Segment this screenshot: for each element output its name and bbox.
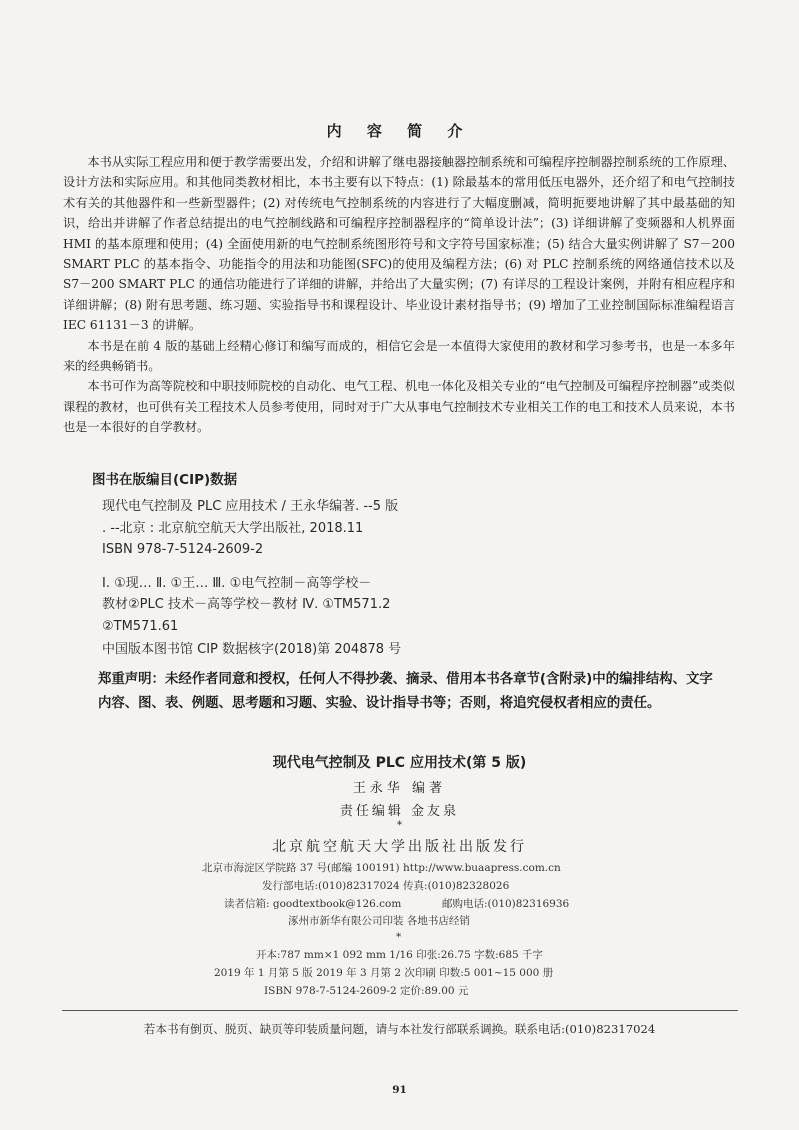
colophon-specs: 开本:787 mm×1 092 mm 1/16 印张:26.75 字数:685 千字 bbox=[256, 949, 544, 961]
page-number: 91 bbox=[392, 1084, 407, 1096]
summary-paragraph: 本书是在前 4 版的基础上经精心修订和编写而成的，相信它会是一本值得大家使用的教材和学习参考书，也是一本多年来的经典畅销书。 bbox=[63, 338, 735, 374]
colophon-book-title: 现代电气控制及 PLC 应用技术(第 5 版) bbox=[272, 755, 527, 771]
content-summary bbox=[63, 152, 735, 438]
colophon-reader-email: 读者信箱: goodtextbook@126.com bbox=[224, 898, 402, 910]
page-title: 内 容 简 介 bbox=[326, 122, 473, 140]
colophon-mail-phone: 邮购电话:(010)82316936 bbox=[442, 898, 570, 910]
colophon-phones: 发行部电话:(010)82317024 传真:(010)82328026 bbox=[262, 880, 510, 892]
cip-data-number: 中国版本图书馆 CIP 数据核字(2018)第 204878 号 bbox=[102, 642, 402, 657]
colophon-author: 王永华 编著 bbox=[352, 781, 447, 796]
cip-line: Ⅰ. ①现… Ⅱ. ①王… Ⅲ. ①电气控制－高等学校－ bbox=[102, 575, 372, 591]
cip-isbn: ISBN 978-7-5124-2609-2 bbox=[102, 542, 264, 557]
colophon-edition: 2019 年 1 月第 5 版 2019 年 3 月第 2 次印刷 印数:5 001~15 000 册 bbox=[214, 967, 554, 979]
colophon-address: 北京市海淀区学院路 37 号(邮编 100191) http://www.buaapress.com.cn bbox=[202, 862, 561, 874]
footer-note: 若本书有倒页、脱页、缺页等印装质量问题，请与本社发行部联系调换。联系电话:(010)82317024 bbox=[143, 1022, 656, 1036]
cip-line: ②TM571.61 bbox=[102, 618, 179, 634]
cip-heading: 图书在版编目(CIP)数据 bbox=[92, 472, 238, 488]
colophon-isbn-price: ISBN 978-7-5124-2609-2 定价:89.00 元 bbox=[264, 985, 469, 997]
colophon-separator: * bbox=[396, 931, 402, 943]
colophon-publisher: 北京航空航天大学出版社出版发行 bbox=[272, 839, 527, 855]
divider bbox=[62, 1010, 738, 1011]
colophon-editor: 责任编辑 金友泉 bbox=[339, 804, 460, 819]
summary-paragraph: 本书可作为高等院校和中职技师院校的自动化、电气工程、机电一体化及相关专业的“电气控制及可编程序控制器”或类似课程的教材，也可供有关工程技术人员参考使用，同时对于广大从事电气控制技术专业相关工作的电工和技术人员来说，本书也是一本很好的自学教材。 bbox=[63, 379, 735, 435]
summary-paragraph: 本书从实际工程应用和便于教学需要出发，介绍和讲解了继电器接触器控制系统和可编程序控制器控制系统的工作原理、设计方法和实际应用。和其他同类教材相比，本书主要有以下特点：(1) 除最基本的常用低压电器外，还介绍了和电气控制技术有关的其他器件和一些新型器件；(2) 对传统电气控制系统的内容进行了大幅度删减，简明扼要地讲解了其中最基础的知识，给出并讲解了作者总结提出的电气控制线路和可编程序控制器程序的“简单设计法”；(3) 详细讲解了变频器和人机界面 HMI 的基本原理和使用；(4) 全面使用新的电气控制系统图形符号和文字符号国家标准；(5) 结合大量实例讲解了 S7－200 SMART PLC 的基本指令、功能指令的用法和功能图(SFC)的使用及编程方法；(6) 对 PLC 控制系统的网络通信技术以及 S7－200 SMART PLC 的通信功能进行了详细的讲解，并给出了大量实例；(7) 有详尽的工程设计案例，并附有相应程序和详细讲解；(8) 附有思考题、练习题、实验指导书和课程设计、毕业设计素材指导书；(9) 增加了工业控制国际标准编程语言 IEC 61131－3 的讲解。 bbox=[63, 155, 735, 333]
cip-block bbox=[102, 496, 522, 637]
cip-line: . --北京 : 北京航空航天大学出版社, 2018.11 bbox=[102, 520, 364, 536]
colophon-separator: * bbox=[397, 820, 402, 831]
cip-line: 现代电气控制及 PLC 应用技术 / 王永华编著. --5 版 bbox=[102, 499, 399, 514]
copyright-notice: 郑重声明：未经作者同意和授权，任何人不得抄袭、摘录、借用本书各章节(含附录)中的编排结构、文字内容、图、表、例题、思考题和习题、实验、设计指导书等；否则，将追究侵权者相应的责任。 bbox=[98, 672, 713, 711]
cip-line: 教材②PLC 技术－高等学校－教材 Ⅳ. ①TM571.2 bbox=[102, 597, 391, 612]
colophon-printer: 涿州市新华有限公司印装 各地书店经销 bbox=[288, 915, 470, 927]
